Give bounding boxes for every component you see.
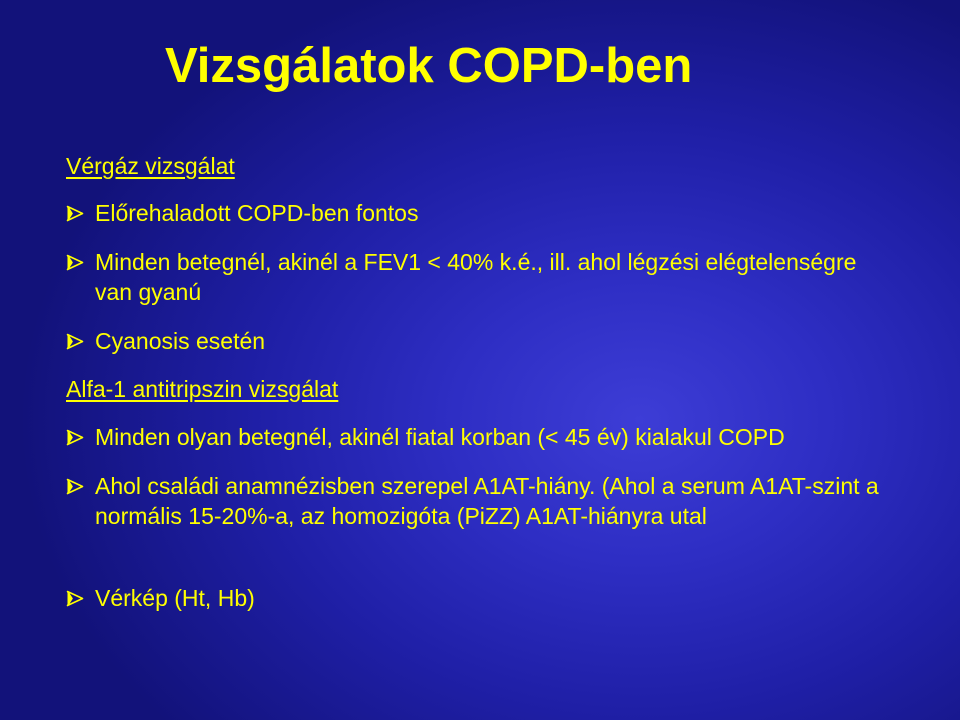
section-heading-blood-gas: Vérgáz vizsgálat bbox=[66, 153, 235, 179]
bullet-text: Minden olyan betegnél, akinél fiatal korban (< 45 év) kialakul COPD bbox=[95, 424, 785, 450]
arrowhead-bullet-icon bbox=[66, 333, 84, 350]
bullet-text: Előrehaladott COPD-ben fontos bbox=[95, 200, 419, 226]
bullet-text: Minden betegnél, akinél a FEV1 < 40% k.é., ill. ahol légzési elégtelenségre van gyanú bbox=[95, 249, 857, 305]
section-heading-a1at: Alfa-1 antitripszin vizsgálat bbox=[66, 376, 339, 402]
arrowhead-bullet-icon bbox=[66, 205, 84, 222]
arrowhead-bullet-icon bbox=[66, 590, 84, 607]
bullet-item bbox=[66, 247, 896, 307]
arrowhead-bullet-icon bbox=[66, 429, 84, 446]
bullet-text: Cyanosis esetén bbox=[95, 328, 266, 354]
bullet-item bbox=[66, 326, 896, 356]
arrowhead-bullet-icon bbox=[66, 254, 84, 271]
bullet-item bbox=[66, 198, 896, 228]
slide-title: Vizsgálatok COPD-ben bbox=[165, 39, 693, 93]
bullet-item bbox=[66, 422, 896, 452]
bullet-item bbox=[66, 583, 896, 613]
bullet-text: Vérkép (Ht, Hb) bbox=[95, 585, 255, 611]
bullet-text: Ahol családi anamnézisben szerepel A1AT-hiány. (Ahol a serum A1AT-szint a normális 15-20%-a, az homozigóta (PiZZ) A1AT-hiányra utal bbox=[95, 473, 879, 529]
arrowhead-bullet-icon bbox=[66, 478, 84, 495]
bullet-item bbox=[66, 471, 896, 531]
